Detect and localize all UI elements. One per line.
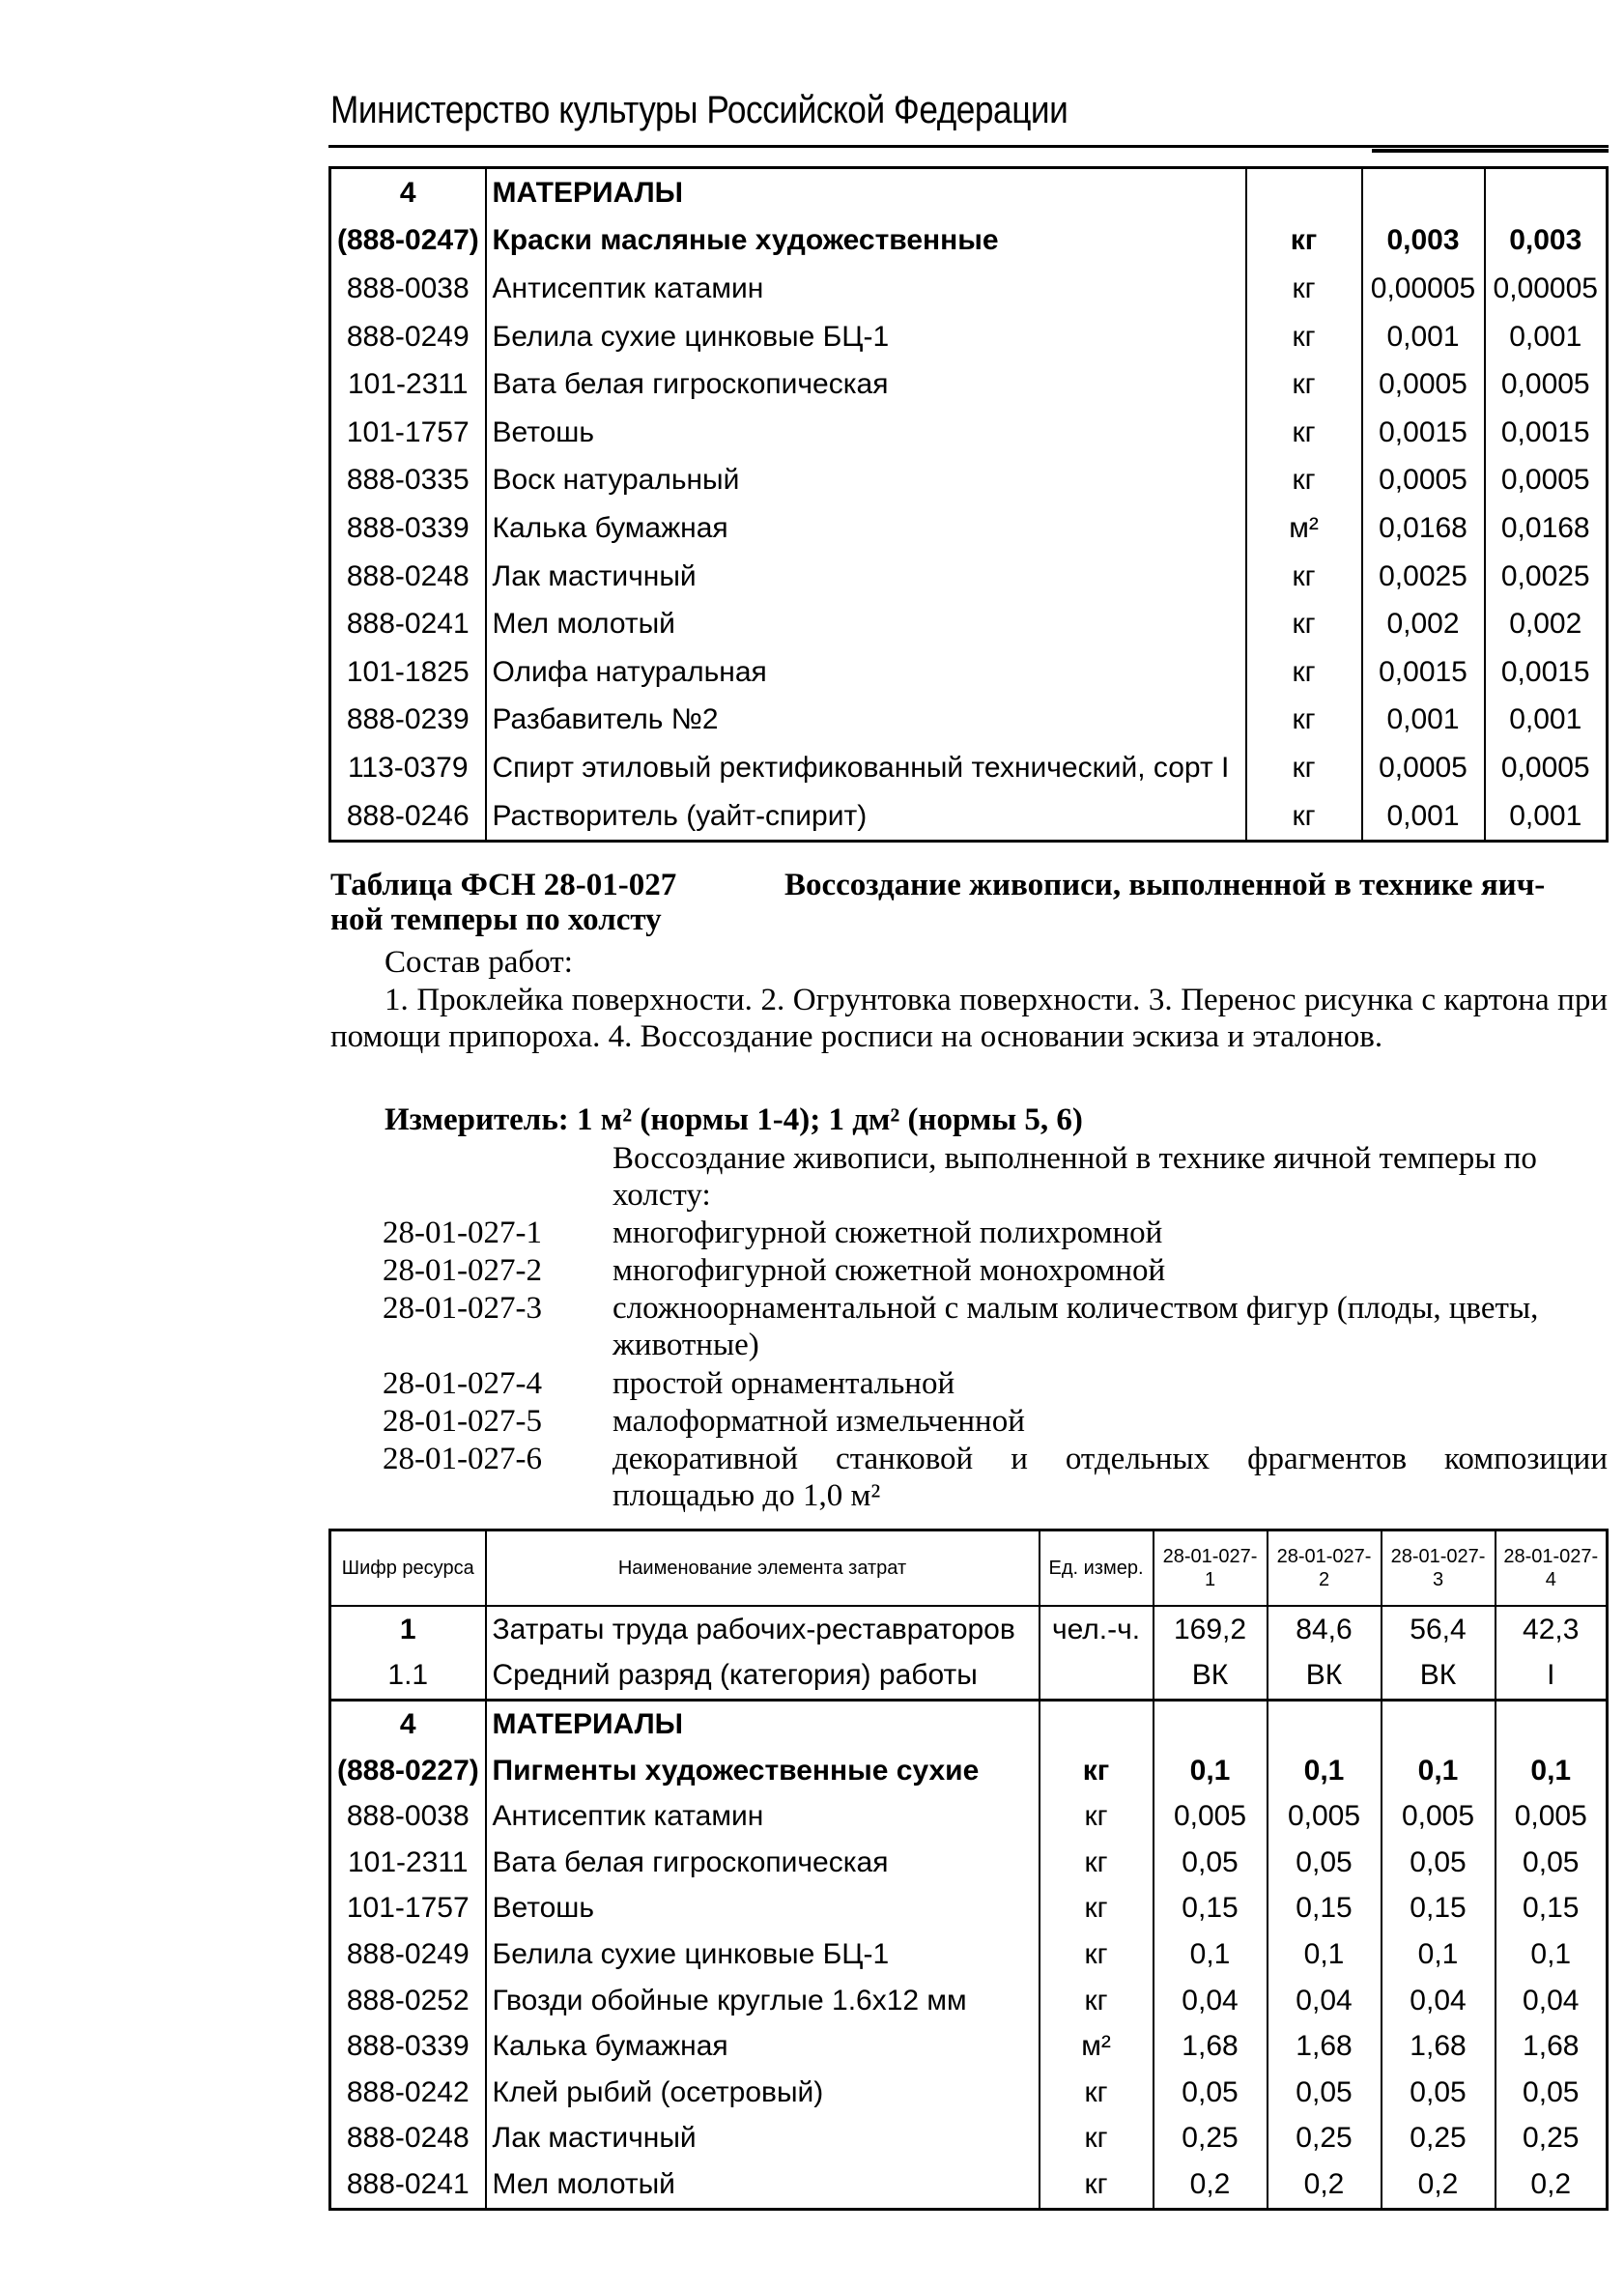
resource-code: 888-0252	[330, 1978, 486, 2024]
resource-code: 888-0242	[330, 2070, 486, 2116]
value-cell: I	[1496, 1653, 1608, 1701]
resource-name: Краски масляные художественные	[486, 217, 1246, 266]
unit-cell: кг	[1040, 1978, 1154, 2024]
unit-cell: кг	[1246, 744, 1362, 792]
value-cell: 0,005	[1268, 1793, 1382, 1840]
value-cell: 0,25	[1382, 2116, 1496, 2162]
resource-name: Ветошь	[486, 1886, 1040, 1932]
table-row	[330, 457, 1608, 505]
norms-intro: Воссоздание живописи, выполненной в технике яичной темперы по холсту:	[613, 1141, 1537, 1213]
resource-name: Калька бумажная	[486, 2023, 1040, 2070]
table-row	[330, 1606, 1608, 1653]
value-cell: 0,15	[1496, 1886, 1608, 1932]
col-header-norm-3: 28-01-027-3	[1382, 1530, 1496, 1607]
table-row	[330, 1701, 1608, 1748]
norm-code: 28-01-027-5	[383, 1404, 542, 1439]
resource-name: Вата белая гигроскопическая	[486, 1840, 1040, 1886]
value-cell: 0,001	[1362, 697, 1485, 745]
unit-cell: м²	[1246, 504, 1362, 553]
table-row	[330, 1748, 1608, 1794]
table-title-continued: ной темперы по холсту	[330, 902, 662, 937]
unit-cell: кг	[1040, 1793, 1154, 1840]
value-cell: 0,002	[1485, 600, 1608, 648]
value-cell: 0,15	[1268, 1886, 1382, 1932]
value-cell: 0,001	[1362, 313, 1485, 361]
unit-cell: кг	[1246, 697, 1362, 745]
table-row	[330, 313, 1608, 361]
resource-code: 888-0239	[330, 697, 486, 745]
table-row	[330, 1840, 1608, 1886]
col-header-norm-4: 28-01-027-4	[1496, 1530, 1608, 1607]
table-row	[330, 504, 1608, 553]
value-cell: ВК	[1268, 1653, 1382, 1701]
resource-name: Растворитель (уайт-спирит)	[486, 792, 1246, 842]
resource-code: 888-0241	[330, 2161, 486, 2209]
table-row	[330, 1653, 1608, 1701]
resource-name: Мел молотый	[486, 2161, 1040, 2209]
norm-text: многофигурной сюжетной монохромной	[613, 1253, 1166, 1288]
resource-name: Антисептик катамин	[486, 1793, 1040, 1840]
value-cell: 0,1	[1382, 1748, 1496, 1794]
resource-name: Белила сухие цинковые БЦ-1	[486, 1931, 1040, 1978]
value-cell: 0,1	[1154, 1748, 1268, 1794]
norm-code: 28-01-027-3	[383, 1291, 542, 1326]
value-cell: 0,1	[1496, 1931, 1608, 1978]
value-cell: 1,68	[1268, 2023, 1382, 2070]
header-rule-accent	[1372, 149, 1609, 153]
section-title	[330, 868, 1608, 937]
col-header-norm-1: 28-01-027-1	[1154, 1530, 1268, 1607]
table-row	[330, 1886, 1608, 1932]
resource-name: Белила сухие цинковые БЦ-1	[486, 313, 1246, 361]
value-cell: 0,2	[1496, 2161, 1608, 2209]
resource-code: 888-0241	[330, 600, 486, 648]
value-cell: 0,04	[1496, 1978, 1608, 2024]
resource-code: 888-0246	[330, 792, 486, 842]
norm-text: малоформатной измельченной	[613, 1404, 1025, 1439]
value-cell: 0,0005	[1362, 360, 1485, 409]
norm-text: декоративной станковой и отдельных фрагментов композиции площадью до 1,0 м²	[613, 1442, 1608, 1513]
value-cell: 0,003	[1485, 217, 1608, 266]
measure-unit: Измеритель: 1 м² (нормы 1-4); 1 дм² (нормы 5, 6)	[385, 1102, 1083, 1137]
value-cell: 0,04	[1382, 1978, 1496, 2024]
work-composition-label: Состав работ:	[385, 945, 573, 980]
table-row	[330, 600, 1608, 648]
resource-code: 101-1757	[330, 1886, 486, 1932]
resource-name: Средний разряд (категория) работы	[486, 1653, 1040, 1701]
resource-name: Клей рыбий (осетровый)	[486, 2070, 1040, 2116]
unit-cell: кг	[1040, 2070, 1154, 2116]
resource-name: Калька бумажная	[486, 504, 1246, 553]
table-row	[330, 697, 1608, 745]
resource-code: 888-0249	[330, 313, 486, 361]
resource-code: 4	[330, 168, 486, 217]
value-cell: 0,0015	[1362, 648, 1485, 697]
resource-code: (888-0247)	[330, 217, 486, 266]
resource-code: 888-0038	[330, 265, 486, 313]
unit-cell	[1040, 1701, 1154, 1748]
value-cell: 0,1	[1268, 1748, 1382, 1794]
resource-code: 888-0249	[330, 1931, 486, 1978]
value-cell	[1268, 1701, 1382, 1748]
value-cell: 0,0015	[1485, 409, 1608, 457]
norm-code: 28-01-027-6	[383, 1442, 542, 1476]
resource-code: 113-0379	[330, 744, 486, 792]
resource-name: Вата белая гигроскопическая	[486, 360, 1246, 409]
unit-cell: кг	[1040, 1748, 1154, 1794]
resource-name: Олифа натуральная	[486, 648, 1246, 697]
resource-name: Антисептик катамин	[486, 265, 1246, 313]
value-cell: 0,1	[1154, 1931, 1268, 1978]
value-cell: 0,002	[1362, 600, 1485, 648]
value-cell: 0,05	[1496, 1840, 1608, 1886]
table-row	[330, 265, 1608, 313]
table-row	[330, 2070, 1608, 2116]
resource-code: 4	[330, 1701, 486, 1748]
value-cell: 0,0015	[1485, 648, 1608, 697]
resource-name: Лак мастичный	[486, 2116, 1040, 2162]
table-row	[330, 360, 1608, 409]
unit-cell: кг	[1040, 2161, 1154, 2209]
table-row	[330, 553, 1608, 601]
table-row	[330, 1793, 1608, 1840]
resource-code: 888-0335	[330, 457, 486, 505]
value-cell: 0,1	[1382, 1931, 1496, 1978]
resources-table	[328, 1529, 1609, 2211]
unit-cell	[1246, 168, 1362, 217]
resource-code: 101-2311	[330, 1840, 486, 1886]
value-cell: 0,0005	[1485, 457, 1608, 505]
value-cell: 0,2	[1154, 2161, 1268, 2209]
resource-name: МАТЕРИАЛЫ	[486, 168, 1246, 217]
value-cell: 0,0005	[1485, 360, 1608, 409]
value-cell: 0,003	[1362, 217, 1485, 266]
value-cell: 0,001	[1485, 697, 1608, 745]
resource-code: 1.1	[330, 1653, 486, 1701]
resource-code: 1	[330, 1606, 486, 1653]
value-cell: 1,68	[1496, 2023, 1608, 2070]
value-cell: 0,05	[1382, 1840, 1496, 1886]
resource-code: 101-1757	[330, 409, 486, 457]
table-row	[330, 1931, 1608, 1978]
norm-text: простой орнаментальной	[613, 1366, 955, 1401]
value-cell: 0,001	[1485, 792, 1608, 842]
value-cell	[1496, 1701, 1608, 1748]
value-cell: 0,0025	[1485, 553, 1608, 601]
resource-name: Пигменты художественные сухие	[486, 1748, 1040, 1794]
unit-cell: кг	[1040, 1886, 1154, 1932]
col-header-name: Наименование элемента затрат	[486, 1530, 1040, 1607]
table-row	[330, 1978, 1608, 2024]
value-cell	[1362, 168, 1485, 217]
unit-cell: кг	[1246, 217, 1362, 266]
value-cell: 0,25	[1154, 2116, 1268, 2162]
norm-code: 28-01-027-2	[383, 1253, 542, 1288]
materials-table-continued	[328, 166, 1609, 843]
unit-cell: кг	[1040, 2116, 1154, 2162]
header-rule	[328, 145, 1609, 148]
value-cell: 0,05	[1154, 2070, 1268, 2116]
value-cell: 0,001	[1485, 313, 1608, 361]
unit-cell: кг	[1246, 313, 1362, 361]
table-row	[330, 2161, 1608, 2209]
value-cell: 0,0005	[1485, 744, 1608, 792]
value-cell: 0,2	[1268, 2161, 1382, 2209]
norm-code: 28-01-027-1	[383, 1216, 542, 1250]
value-cell: 0,2	[1382, 2161, 1496, 2209]
table-row	[330, 744, 1608, 792]
resource-code: 101-1825	[330, 648, 486, 697]
value-cell: 0,05	[1268, 2070, 1382, 2116]
resource-code: 888-0248	[330, 2116, 486, 2162]
value-cell: ВК	[1382, 1653, 1496, 1701]
resource-name: Спирт этиловый ректификованный технический, сорт I	[486, 744, 1246, 792]
resource-code: 101-2311	[330, 360, 486, 409]
value-cell: 0,0005	[1362, 457, 1485, 505]
col-header-unit: Ед. измер.	[1040, 1530, 1154, 1607]
page-header: Министерство культуры Российской Федерации	[330, 89, 1068, 131]
value-cell: 0,0005	[1362, 744, 1485, 792]
value-cell: ВК	[1154, 1653, 1268, 1701]
value-cell: 0,0025	[1362, 553, 1485, 601]
table-code: Таблица ФСН 28-01-027	[330, 868, 677, 902]
table-row	[330, 409, 1608, 457]
value-cell: 0,05	[1496, 2070, 1608, 2116]
table-row	[330, 217, 1608, 266]
table-title: Воссоздание живописи, выполненной в технике яич-	[784, 868, 1546, 902]
value-cell: 0,05	[1382, 2070, 1496, 2116]
value-cell: 0,005	[1496, 1793, 1608, 1840]
value-cell: 0,04	[1154, 1978, 1268, 2024]
table-row	[330, 2023, 1608, 2070]
value-cell: 0,1	[1496, 1748, 1608, 1794]
unit-cell: кг	[1246, 553, 1362, 601]
unit-cell: кг	[1246, 265, 1362, 313]
table-row	[330, 2116, 1608, 2162]
value-cell: 0,15	[1382, 1886, 1496, 1932]
value-cell: 0,0015	[1362, 409, 1485, 457]
resource-code: 888-0038	[330, 1793, 486, 1840]
unit-cell: кг	[1040, 1840, 1154, 1886]
unit-cell: м²	[1040, 2023, 1154, 2070]
unit-cell: кг	[1246, 360, 1362, 409]
value-cell	[1382, 1701, 1496, 1748]
unit-cell: кг	[1246, 409, 1362, 457]
resource-code: 888-0339	[330, 2023, 486, 2070]
value-cell: 0,0168	[1485, 504, 1608, 553]
value-cell	[1154, 1701, 1268, 1748]
norm-code: 28-01-027-4	[383, 1366, 542, 1401]
resource-name: Воск натуральный	[486, 457, 1246, 505]
value-cell: 1,68	[1154, 2023, 1268, 2070]
unit-cell: кг	[1246, 457, 1362, 505]
value-cell: 0,25	[1268, 2116, 1382, 2162]
resource-code: 888-0248	[330, 553, 486, 601]
table-row	[330, 648, 1608, 697]
norm-text: многофигурной сюжетной полихромной	[613, 1216, 1163, 1250]
value-cell	[1485, 168, 1608, 217]
resource-name: Лак мастичный	[486, 553, 1246, 601]
resource-name: Ветошь	[486, 409, 1246, 457]
value-cell: 169,2	[1154, 1606, 1268, 1653]
unit-cell: кг	[1040, 1931, 1154, 1978]
value-cell: 0,0168	[1362, 504, 1485, 553]
value-cell: 0,005	[1382, 1793, 1496, 1840]
value-cell: 0,001	[1362, 792, 1485, 842]
unit-cell	[1040, 1653, 1154, 1701]
resource-name: Затраты труда рабочих-реставраторов	[486, 1606, 1040, 1653]
value-cell: 0,25	[1496, 2116, 1608, 2162]
unit-cell: чел.-ч.	[1040, 1606, 1154, 1653]
table-row	[330, 168, 1608, 217]
value-cell: 0,05	[1268, 1840, 1382, 1886]
value-cell: 0,04	[1268, 1978, 1382, 2024]
resource-code: 888-0339	[330, 504, 486, 553]
value-cell: 0,1	[1268, 1931, 1382, 1978]
materials-table-body	[330, 168, 1608, 842]
table-header-row	[330, 1530, 1608, 1607]
table-row	[330, 792, 1608, 842]
norm-text: сложноорнаментальной с малым количеством фигур (плоды, цветы, животные)	[613, 1291, 1539, 1362]
resource-code: (888-0227)	[330, 1748, 486, 1794]
work-composition-text: 1. Проклейка поверхности. 2. Огрунтовка поверхности. 3. Перенос рисунка с картона при помощи припороха. 4. Воссоздание росписи на основании эскиза и эталонов.	[330, 983, 1608, 1054]
resource-name: Мел молотый	[486, 600, 1246, 648]
col-header-norm-2: 28-01-027-2	[1268, 1530, 1382, 1607]
value-cell: 1,68	[1382, 2023, 1496, 2070]
value-cell: 0,15	[1154, 1886, 1268, 1932]
col-header-code: Шифр ресурса	[330, 1530, 486, 1607]
resource-name: Разбавитель №2	[486, 697, 1246, 745]
value-cell: 0,00005	[1362, 265, 1485, 313]
value-cell: 0,005	[1154, 1793, 1268, 1840]
resource-name: МАТЕРИАЛЫ	[486, 1701, 1040, 1748]
value-cell: 42,3	[1496, 1606, 1608, 1653]
value-cell: 0,00005	[1485, 265, 1608, 313]
resources-table-body	[330, 1606, 1608, 2209]
unit-cell: кг	[1246, 792, 1362, 842]
unit-cell: кг	[1246, 600, 1362, 648]
value-cell: 56,4	[1382, 1606, 1496, 1653]
value-cell: 84,6	[1268, 1606, 1382, 1653]
value-cell: 0,05	[1154, 1840, 1268, 1886]
resource-name: Гвозди обойные круглые 1.6х12 мм	[486, 1978, 1040, 2024]
unit-cell: кг	[1246, 648, 1362, 697]
